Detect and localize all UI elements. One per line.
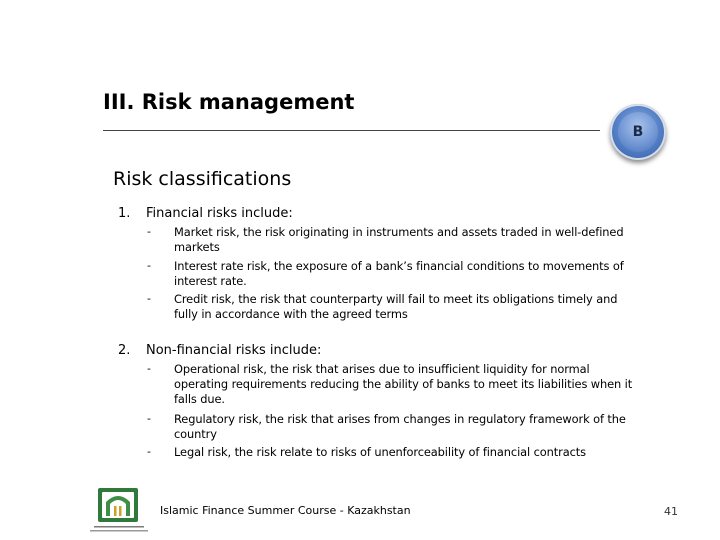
section-badge [610,104,666,160]
bullet-item: Credit risk, the risk that counterparty will fail to meet its obligations timely and fully in accordance with the agreed terms [174,292,618,321]
bullet-dash: - [147,292,151,305]
bullet-item: Market risk, the risk originating in instruments and assets traded in well-defined markets [174,225,624,254]
institute-logo [84,486,156,536]
bullet-dash: - [147,225,151,238]
section-title: Risk classifications [113,168,292,190]
bullet-dash: - [147,362,151,375]
bullet-item: Regulatory risk, the risk that arises from changes in regulatory framework of the country [174,412,626,441]
slide-title: III. Risk management [103,90,355,114]
bullet-dash: - [147,445,151,458]
bullet-item: Interest rate risk, the exposure of a bank’s financial conditions to movements of interest rate. [174,259,624,288]
bullet-item: Operational risk, the risk that arises due to insufficient liquidity for normal operating requirements reducing the ability of banks to meet its liabilities when it falls due. [174,362,633,406]
group-number-1: 1. [118,206,131,221]
footer-text: Islamic Finance Summer Course - Kazakhstan [160,504,411,517]
bullet-dash: - [147,412,151,425]
group-number-2: 2. [118,343,131,358]
bullet-dash: - [147,259,151,272]
group-heading-2: Non-financial risks include: [146,343,322,358]
page-number: 41 [664,505,678,518]
group-heading-1: Financial risks include: [146,206,293,221]
title-rule [103,130,600,131]
badge-label: B [618,112,658,152]
bullet-item: Legal risk, the risk relate to risks of unenforceability of financial contracts [174,445,586,459]
